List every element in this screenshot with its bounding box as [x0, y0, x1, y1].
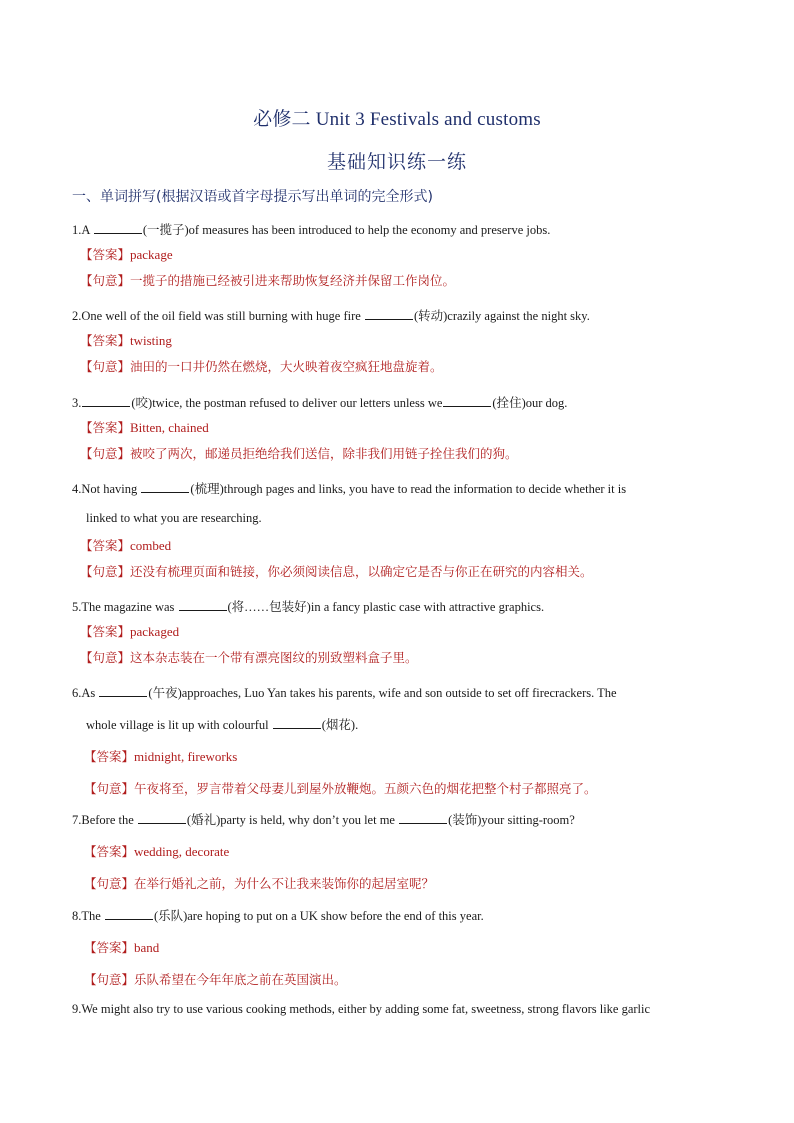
question-text: (烟花).: [321, 718, 359, 732]
question-4: [72, 479, 626, 497]
question-7: [72, 810, 575, 828]
meaning-tag: 【句意】: [84, 876, 135, 891]
meaning-value: 这本杂志装在一个带有漂亮图纹的别致塑料盒子里。: [130, 650, 418, 665]
question-text: Before the: [81, 813, 137, 827]
meaning-value: 被咬了两次，邮递员拒绝给我们送信，除非我们用链子拴住我们的狗。: [130, 446, 518, 461]
page-title: 必修二 Unit 3 Festivals and customs: [253, 109, 541, 130]
answer-tag: 【答案】: [84, 749, 135, 764]
meaning-8: [84, 970, 347, 988]
answer-value: wedding, decorate: [134, 844, 230, 859]
answer-tag: 【答案】: [80, 247, 131, 262]
answer-value: packaged: [130, 624, 180, 639]
answer-5: [80, 622, 179, 640]
question-text: (转动)crazily against the night sky.: [413, 309, 590, 323]
question-text: A: [81, 223, 93, 237]
question-4-continued: linked to what you are researching.: [86, 511, 262, 525]
meaning-5: [80, 648, 418, 666]
question-text: We might also try to use various cooking methods, either by adding some fat, sweetness, strong flavors like garlic: [81, 1002, 651, 1016]
question-number: 8.: [72, 909, 82, 923]
answer-value: band: [134, 940, 160, 955]
answer-blank: [365, 307, 413, 320]
answer-value: midnight, fireworks: [134, 749, 238, 764]
meaning-7: [84, 874, 434, 892]
question-text: The magazine was: [81, 600, 178, 614]
answer-tag: 【答案】: [80, 624, 131, 639]
question-number: 5.: [72, 600, 82, 614]
answer-blank: [94, 221, 142, 234]
answer-3: [80, 418, 209, 436]
question-number: 1.: [72, 223, 82, 237]
question-text: One well of the oil field was still burning with huge fire: [81, 309, 364, 323]
question-text: whole village is lit up with colourful: [86, 718, 272, 732]
question-text: (一揽子)of measures has been introduced to help the economy and preserve jobs.: [142, 223, 551, 237]
question-6: [72, 683, 617, 701]
question-text: (梳理)through pages and links, you have to read the information to decide whether it is: [190, 482, 627, 496]
answer-8: [84, 938, 159, 956]
meaning-value: 在举行婚礼之前，为什么不让我来装饰你的起居室呢？: [134, 876, 435, 891]
answer-blank: [273, 716, 321, 729]
question-number: 4.: [72, 482, 82, 496]
answer-tag: 【答案】: [84, 844, 135, 859]
question-6-continued: [86, 715, 358, 733]
question-text: As: [81, 686, 99, 700]
question-text: The: [81, 909, 104, 923]
question-text: (装饰)your sitting-room?: [448, 813, 575, 827]
meaning-2: [80, 357, 443, 375]
question-number: 6.: [72, 686, 82, 700]
question-text: Not having: [81, 482, 141, 496]
meaning-tag: 【句意】: [84, 972, 135, 987]
question-2: [72, 306, 590, 324]
question-text: (午夜)approaches, Luo Yan takes his parents, wife and son outside to set off firecrackers. The: [148, 686, 617, 700]
answer-tag: 【答案】: [80, 333, 131, 348]
answer-blank: [105, 907, 153, 920]
answer-blank: [399, 811, 447, 824]
question-5: [72, 597, 544, 615]
meaning-3: [80, 444, 518, 462]
meaning-value: 还没有梳理页面和链接，你必须阅读信息，以确定它是否与你正在研究的内容相关。: [130, 564, 593, 579]
question-8: [72, 906, 484, 924]
answer-tag: 【答案】: [80, 538, 131, 553]
answer-value: twisting: [130, 333, 172, 348]
meaning-4: [80, 562, 593, 580]
meaning-value: 油田的一口井仍然在燃烧，大火映着夜空疯狂地盘旋着。: [130, 359, 443, 374]
meaning-value: 一揽子的措施已经被引进来帮助恢复经济并保留工作岗位。: [130, 273, 456, 288]
meaning-tag: 【句意】: [80, 273, 131, 288]
answer-value: Bitten, chained: [130, 420, 209, 435]
answer-blank: [179, 598, 227, 611]
answer-2: [80, 331, 172, 349]
question-text: (婚礼)party is held, why don’t you let me: [186, 813, 399, 827]
meaning-tag: 【句意】: [84, 781, 135, 796]
answer-4: [80, 536, 171, 554]
question-number: 2.: [72, 309, 82, 323]
question-9: [72, 1002, 650, 1017]
answer-7: [84, 842, 229, 860]
meaning-tag: 【句意】: [80, 446, 131, 461]
meaning-value: 乐队希望在今年年底之前在英国演出。: [134, 972, 347, 987]
answer-blank: [138, 811, 186, 824]
meaning-tag: 【句意】: [80, 359, 131, 374]
page-subtitle: 基础知识练一练: [326, 152, 467, 173]
answer-blank: [82, 394, 130, 407]
meaning-tag: 【句意】: [80, 564, 131, 579]
answer-value: package: [130, 247, 173, 262]
answer-6: [84, 747, 237, 765]
answer-value: combed: [130, 538, 172, 553]
meaning-value: 午夜将至，罗言带着父母妻儿到屋外放鞭炮。五颜六色的烟花把整个村子都照亮了。: [134, 781, 597, 796]
answer-blank: [443, 394, 491, 407]
question-number: 7.: [72, 813, 82, 827]
question-text: (拴住)our dog.: [492, 396, 568, 410]
section-heading: 一、单词拼写(根据汉语或首字母提示写出单词的完全形式): [72, 189, 433, 205]
question-number: 9.: [72, 1002, 82, 1016]
question-3: [72, 393, 567, 411]
question-text: (咬)twice, the postman refused to deliver our letters unless we: [131, 396, 443, 410]
question-number: 3.: [72, 396, 82, 410]
answer-blank: [141, 480, 189, 493]
answer-tag: 【答案】: [84, 940, 135, 955]
question-1: [72, 220, 550, 238]
meaning-6: [84, 779, 597, 797]
meaning-1: [80, 271, 455, 289]
answer-blank: [99, 684, 147, 697]
question-text: (将……包装好)in a fancy plastic case with attractive graphics.: [227, 600, 545, 614]
question-text: (乐队)are hoping to put on a UK show before the end of this year.: [153, 909, 484, 923]
answer-tag: 【答案】: [80, 420, 131, 435]
meaning-tag: 【句意】: [80, 650, 131, 665]
answer-1: [80, 245, 173, 263]
